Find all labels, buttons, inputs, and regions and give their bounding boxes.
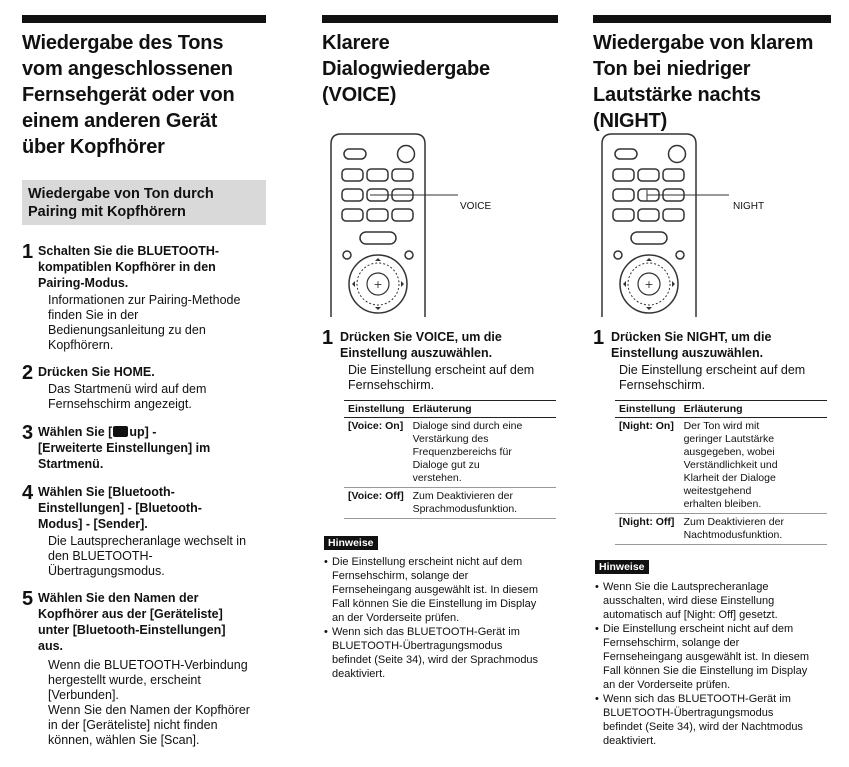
table-cell-setting: [Voice: Off] bbox=[344, 488, 409, 519]
step-title bbox=[38, 424, 266, 472]
step-number: 1 bbox=[22, 241, 34, 263]
step-title: Wählen Sie den Namen der Kopfhörer aus der [Geräteliste] unter [Bluetooth-Einstellungen] aus. bbox=[38, 591, 226, 653]
step-description: Die Einstellung erscheint auf dem Fernsehschirm. bbox=[348, 363, 535, 392]
step-2 bbox=[22, 364, 266, 412]
step-title-part: Wählen Sie [ bbox=[38, 425, 113, 439]
list-item: • Wenn sich das BLUETOOTH-Gerät im BLUETOOTH-Übertragungsmodus befindet (Seite 34), wird der Nachtmodus deaktiviert. bbox=[595, 692, 831, 748]
table-cell-setting: [Night: Off] bbox=[615, 514, 680, 545]
step-number: 1 bbox=[593, 327, 605, 349]
toolbox-icon bbox=[113, 426, 128, 437]
step-number: 2 bbox=[22, 362, 34, 384]
table-row bbox=[344, 488, 556, 519]
table-header-explanation: Erläuterung bbox=[409, 401, 556, 418]
step-description: Die Lautsprecheranlage wechselt in den BLUETOOTH- Übertragungsmodus. bbox=[48, 534, 247, 578]
table-row bbox=[344, 418, 556, 488]
step-title: Wählen Sie [Bluetooth- Einstellungen] - [Bluetooth- Modus] - [Sender]. bbox=[38, 485, 202, 531]
table-cell-explanation: Dialoge sind durch eine Verstärkung des Frequenzbereichs für Dialoge gut zu verstehen. bbox=[409, 418, 556, 488]
notes-badge: Hinweise bbox=[324, 536, 378, 550]
list-item: • Wenn sich das BLUETOOTH-Gerät im BLUETOOTH-Übertragungsmodus befindet (Seite 34), wird der Sprachmodus deaktiviert. bbox=[324, 625, 560, 681]
list-item: • Wenn Sie die Lautsprecheranlage ausschalten, wird diese Einstellung automatisch auf [Night: Off] gesetzt. bbox=[595, 580, 831, 622]
step-1 bbox=[593, 329, 831, 393]
notes-badge: Hinweise bbox=[595, 560, 649, 574]
section-bar bbox=[593, 15, 831, 23]
step-title: Schalten Sie die BLUETOOTH- kompatiblen Kopfhörer in den Pairing-Modus. bbox=[38, 244, 220, 290]
table-header-setting: Einstellung bbox=[615, 401, 680, 418]
step-4 bbox=[22, 484, 266, 579]
step-number: 5 bbox=[22, 588, 34, 610]
step-number: 1 bbox=[322, 327, 334, 349]
step-1 bbox=[322, 329, 558, 393]
table-cell-explanation: Zum Deaktivieren der Nachtmodusfunktion. bbox=[680, 514, 827, 545]
table-header-setting: Einstellung bbox=[344, 401, 409, 418]
column-night bbox=[593, 0, 831, 767]
section-heading: Klarere Dialogwiedergabe (VOICE) bbox=[322, 32, 490, 106]
list-item: • Die Einstellung erscheint nicht auf dem Fernsehschirm, solange der Fernseheingang ausgewählt ist. In diesem Fall können Sie die Einstellung im Display an der Vorderseite prüfen. bbox=[324, 555, 560, 625]
column-voice bbox=[322, 0, 558, 767]
step-number: 4 bbox=[22, 482, 34, 504]
voice-callout-label: VOICE bbox=[460, 201, 492, 212]
table-cell-explanation: Zum Deaktivieren der Sprachmodusfunktion. bbox=[409, 488, 556, 519]
step-3 bbox=[22, 424, 266, 472]
remote-illustration bbox=[330, 132, 530, 317]
notes-list bbox=[595, 580, 831, 748]
settings-table bbox=[344, 400, 556, 519]
table-row bbox=[615, 418, 827, 514]
step-number: 3 bbox=[22, 422, 34, 444]
step-5 bbox=[22, 590, 266, 748]
step-title: Drücken Sie HOME. bbox=[38, 365, 155, 379]
section-bar bbox=[22, 15, 266, 23]
step-title-part: up] - bbox=[129, 425, 157, 439]
step-1 bbox=[22, 243, 266, 353]
table-row bbox=[615, 514, 827, 545]
table-cell-explanation: Der Ton wird mit geringer Lautstärke ausgegeben, wobei Verständlichkeit und Klarheit der Dialoge weitestgehend erhalten bleiben. bbox=[680, 418, 827, 514]
remote-control-icon bbox=[601, 132, 801, 317]
table-cell-setting: [Night: On] bbox=[615, 418, 680, 514]
remote-illustration bbox=[601, 132, 801, 317]
remote-control-icon bbox=[330, 132, 530, 317]
svg-text:+: + bbox=[373, 278, 383, 291]
section-heading: Wiedergabe von klarem Ton bei niedriger Lautstärke nachts (NIGHT) bbox=[593, 32, 814, 132]
list-item: • Die Einstellung erscheint nicht auf dem Fernsehschirm, solange der Fernseheingang ausgewählt ist. In diesem Fall können Sie die Einstellung im Display an der Vorderseite prüfen. bbox=[595, 622, 831, 692]
step-title: Drücken Sie VOICE, um die Einstellung auszuwählen. bbox=[340, 330, 502, 360]
settings-table bbox=[615, 400, 827, 545]
column-headphones bbox=[22, 0, 266, 767]
night-callout-label: NIGHT bbox=[733, 201, 765, 212]
svg-text:+: + bbox=[644, 278, 654, 291]
table-cell-setting: [Voice: On] bbox=[344, 418, 409, 488]
table-header-explanation: Erläuterung bbox=[680, 401, 827, 418]
step-title: Drücken Sie NIGHT, um die Einstellung auszuwählen. bbox=[611, 330, 772, 360]
section-heading: Wiedergabe des Tons vom angeschlossenen Fernsehgerät oder von einem anderen Gerät über Kopfhörer bbox=[22, 32, 235, 158]
step-description: Das Startmenü wird auf dem Fernsehschirm angezeigt. bbox=[48, 382, 207, 411]
step-description: Informationen zur Pairing-Methode finden Sie in der Bedienungsanleitung zu den Kopfhörern. bbox=[48, 293, 241, 352]
step-description: Die Einstellung erscheint auf dem Fernsehschirm. bbox=[619, 363, 806, 392]
step-title-part: [Erweiterte Einstellungen] im Startmenü. bbox=[38, 441, 211, 471]
notes-list bbox=[324, 555, 560, 681]
section-bar bbox=[322, 15, 558, 23]
subsection-heading: Wiedergabe von Ton durch Pairing mit Kopfhörern bbox=[22, 180, 266, 225]
step-description: Wenn die BLUETOOTH-Verbindung hergestellt wurde, erscheint [Verbunden]. Wenn Sie den Namen der Kopfhörer in der [Geräteliste] nicht finden können, wählen Sie [Scan]. bbox=[48, 658, 250, 747]
